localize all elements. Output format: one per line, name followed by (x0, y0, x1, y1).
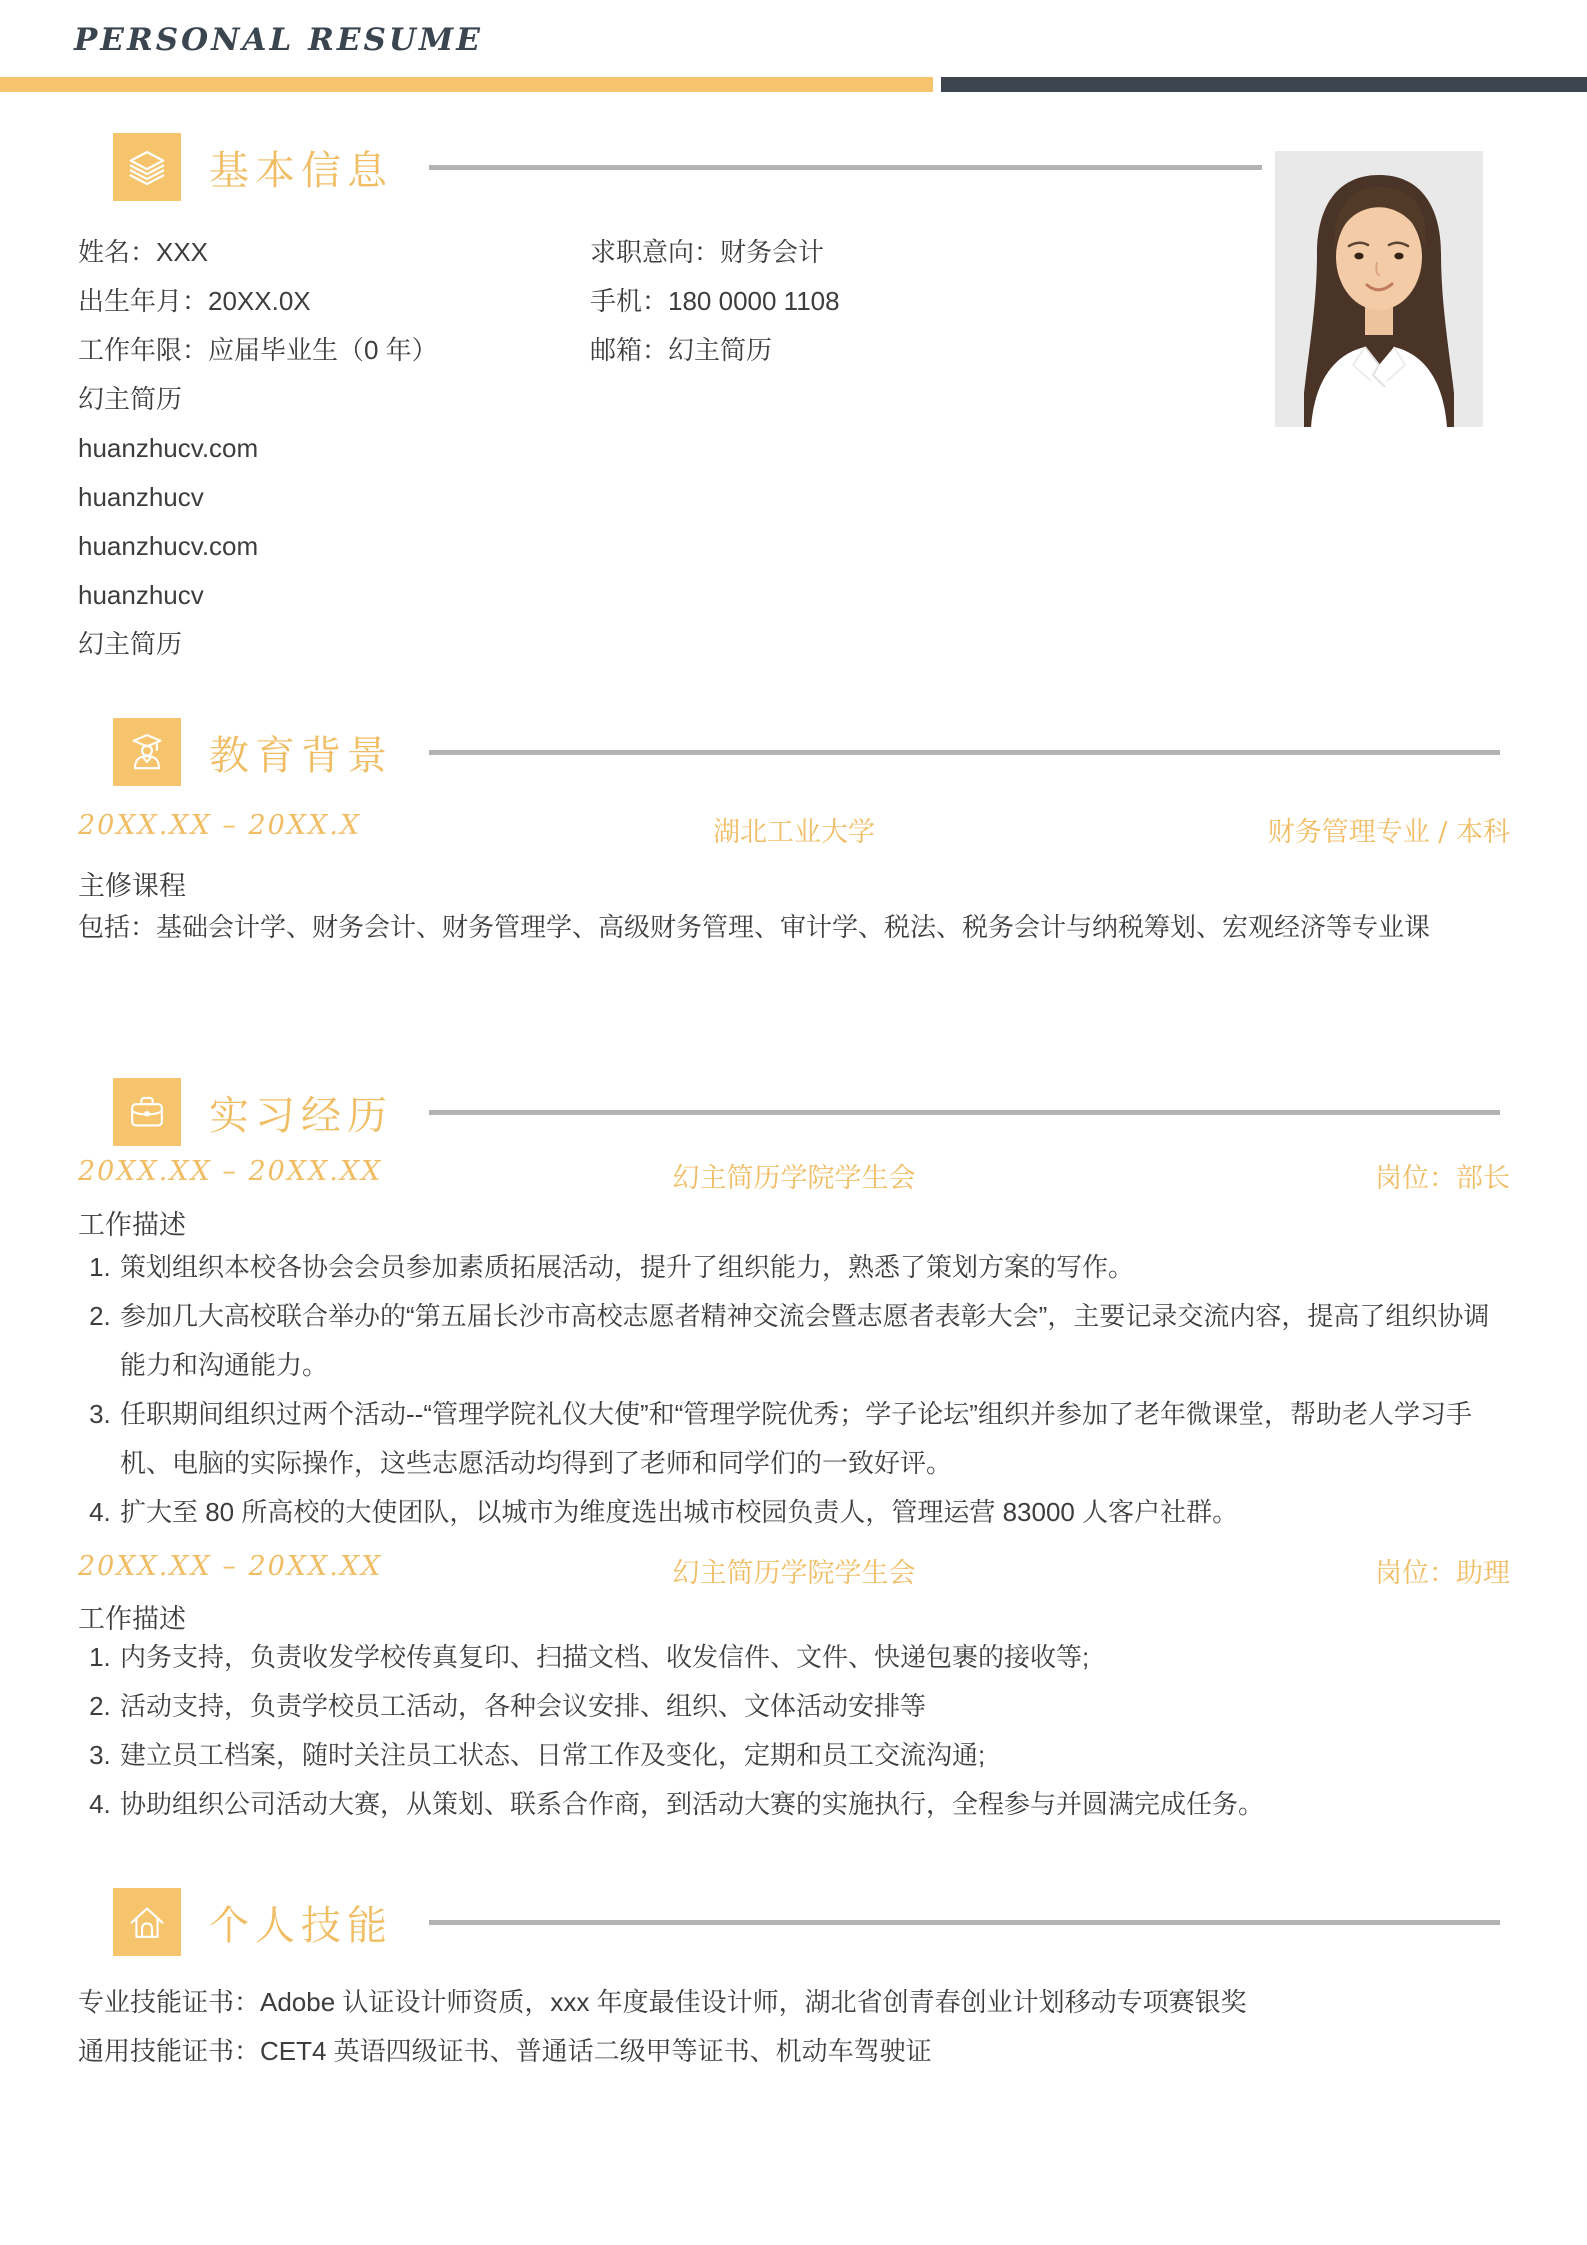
info-row (78, 326, 1258, 375)
internship-sub-label: 工作描述 (78, 1210, 186, 1241)
internship-role: 岗位：助理 (1374, 1558, 1510, 1589)
graduate-icon (113, 718, 181, 786)
basic-info-block (78, 228, 1258, 669)
section-title: 教育背景 (209, 732, 393, 779)
section-divider (429, 165, 1262, 170)
section-title: 个人技能 (209, 1902, 393, 1949)
info-row (78, 277, 1258, 326)
info-extra-line: huanzhucv (78, 482, 204, 512)
internship-item: 4. 协助组织公司活动大赛，从策划、联系合作商，到活动大赛的实施执行，全程参与并圆满完成任务。 (118, 1780, 1510, 1829)
internship-org: 幻主简历学院学生会 (672, 1558, 916, 1589)
section-divider (429, 1110, 1500, 1115)
education-date: 20XX.XX – 20XX.X (78, 810, 362, 841)
info-extra-line: huanzhucv (78, 580, 204, 610)
profile-photo (1275, 151, 1483, 427)
section-title: 基本信息 (209, 147, 393, 194)
info-objective: 求职意向：财务会计 (590, 237, 825, 267)
internship-role: 岗位：部长 (1374, 1163, 1510, 1194)
section-header-basic-info (113, 133, 1262, 201)
info-birth: 出生年月：20XX.0X (78, 286, 311, 316)
skills-line-general: 通用技能证书：CET4 英语四级证书、普通话二级甲等证书、机动车驾驶证 (78, 2036, 932, 2066)
layers-icon (113, 133, 181, 201)
info-extra-line: 幻主简历 (78, 629, 183, 659)
info-extra-line: 幻主简历 (78, 384, 183, 414)
education-school: 湖北工业大学 (712, 817, 875, 848)
skills-line-professional: 专业技能证书：Adobe 认证设计师资质，xxx 年度最佳设计师，湖北省创青春创业计划移动专项赛银奖 (78, 1987, 1247, 2017)
section-header-internship (113, 1078, 1500, 1146)
internship-item-list (78, 1243, 1510, 1537)
internship-sub-label: 工作描述 (78, 1604, 186, 1635)
info-phone: 手机：180 0000 1108 (590, 286, 840, 316)
briefcase-icon (113, 1078, 181, 1146)
internship-item: 1. 内务支持，负责收发学校传真复印、扫描文档、收发信件、文件、快递包裹的接收等; (118, 1633, 1510, 1682)
section-header-skills (113, 1888, 1500, 1956)
internship-date: 20XX.XX – 20XX.XX (78, 1551, 383, 1582)
section-header-education (113, 718, 1500, 786)
internship-item-list (78, 1633, 1510, 1829)
internship-item: 3. 任职期间组织过两个活动--“管理学院礼仪大使”和“管理学院优秀；学子论坛”组织并参加了老年微课堂，帮助老人学习手机、电脑的实际操作，这些志愿活动均得到了老师和同学们的一致好评。 (118, 1390, 1510, 1488)
internship-item: 3. 建立员工档案，随时关注员工状态、日常工作及变化，定期和员工交流沟通; (118, 1731, 1510, 1780)
internship-date: 20XX.XX – 20XX.XX (78, 1156, 383, 1187)
section-divider (429, 1920, 1500, 1925)
section-title: 实习经历 (209, 1092, 393, 1139)
accent-bar (0, 77, 933, 92)
info-experience-years: 工作年限：应届毕业生（0 年） (78, 335, 438, 365)
home-icon (113, 1888, 181, 1956)
education-major-degree: 财务管理专业 / 本科 (1267, 817, 1510, 848)
skills-block (78, 1978, 1510, 2076)
section-divider (429, 750, 1500, 755)
internship-item: 1. 策划组织本校各协会会员参加素质拓展活动，提升了组织能力，熟悉了策划方案的写作。 (118, 1243, 1510, 1292)
dark-bar (941, 77, 1587, 92)
info-name: 姓名：XXX (78, 237, 209, 267)
info-row (78, 228, 1258, 277)
internship-item: 2. 活动支持，负责学校员工活动，各种会议安排、组织、文体活动安排等 (118, 1682, 1510, 1731)
info-extra-line: huanzhucv.com (78, 433, 259, 463)
page-title: PERSONAL RESUME (74, 22, 483, 58)
info-email: 邮箱：幻主简历 (590, 335, 773, 365)
education-entry-header (78, 810, 1510, 849)
education-sub-label: 主修课程 (78, 871, 186, 902)
internship-entry-header (78, 1551, 1510, 1590)
education-description: 包括：基础会计学、财务会计、财务管理学、高级财务管理、审计学、税法、税务会计与纳税筹划、宏观经济等专业课 (78, 912, 1431, 942)
internship-item: 2. 参加几大高校联合举办的“第五届长沙市高校志愿者精神交流会暨志愿者表彰大会”，主要记录交流内容，提高了组织协调能力和沟通能力。 (118, 1292, 1510, 1390)
info-extra-line: huanzhucv.com (78, 531, 259, 561)
internship-org: 幻主简历学院学生会 (672, 1163, 916, 1194)
internship-entry-header (78, 1156, 1510, 1195)
internship-item: 4. 扩大至 80 所高校的大使团队，以城市为维度选出城市校园负责人，管理运营 83000 人客户社群。 (118, 1488, 1510, 1537)
